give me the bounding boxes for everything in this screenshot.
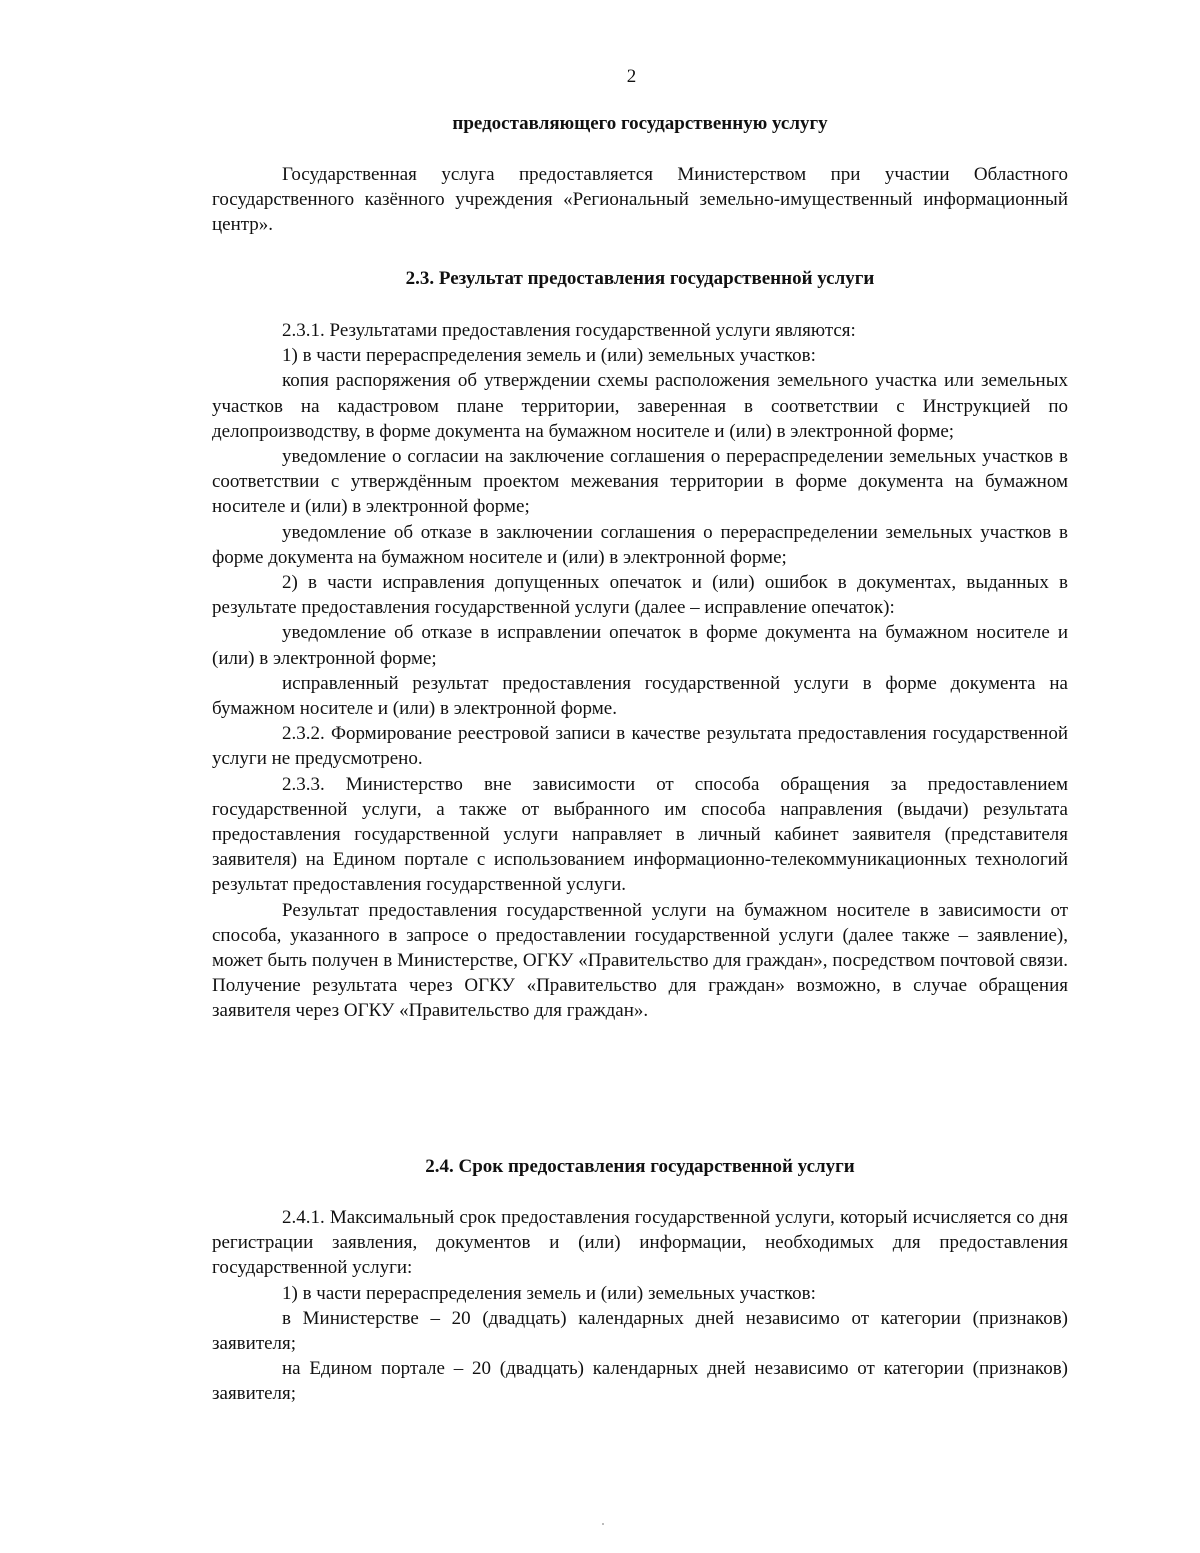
- paragraph-typo-refusal: уведомление об отказе в исправлении опечаток в форме документа на бумажном носителе и (или) в электронной форме;: [212, 622, 1068, 669]
- paragraph-corrected-result: исправленный результат предоставления государственной услуги в форме документа на бумажном носителе и (или) в электронной форме.: [212, 672, 1068, 720]
- paragraph-2-3-item-1: 1) в части перераспределения земель и (или) земельных участков:: [282, 345, 816, 367]
- paragraph-portal-term: на Едином портале – 20 (двадцать) календарных дней независимо от категории (признаков) заявителя;: [212, 1358, 1068, 1405]
- intro-block: [212, 162, 1068, 238]
- paragraph-result-refusal: уведомление об отказе в заключении соглашения о перераспределении земельных участков в форме документа на бумажном носителе и (или) в электронной форме;: [212, 521, 1068, 568]
- scan-speck: [602, 1523, 604, 1525]
- continued-heading: предоставляющего государственную услугу: [452, 113, 828, 134]
- paragraph-ministry-term: в Министерстве – 20 (двадцать) календарных дней независимо от категории (признаков) заявителя;: [212, 1307, 1068, 1355]
- paragraph-2-4-item-1: 1) в части перераспределения земель и (или) земельных участков:: [282, 1282, 816, 1304]
- paragraph-result-copy: копия распоряжения об утверждении схемы расположения земельного участка или земельных участков на кадастровом плане территории, заверенная в соответствии с Инструкцией по делопроизводству, в форме документа на бумажном носителе и (или) в электронной форме;: [212, 370, 1068, 442]
- paragraph-2-3-2: 2.3.2. Формирование реестровой записи в качестве результата предоставления государственной услуги не предусмотрено.: [212, 723, 1068, 770]
- intro-paragraph: Государственная услуга предоставляется Министерством при участии Областного государственного казённого учреждения «Региональный земельно-имущественный информационный центр».: [212, 164, 1068, 236]
- paragraph-2-3-3: 2.3.3. Министерство вне зависимости от способа обращения за предоставлением государственной услуги, а также от выбранного им способа направления (выдачи) результата предоставления государственной услуги направляет в личный кабинет заявителя (представителя заявителя) на Едином портале с использованием информационно-телекоммуникационных технологий результат предоставления государственной услуги.: [212, 773, 1068, 896]
- paragraph-paper-result: Результат предоставления государственной услуги на бумажном носителе в зависимости от способа, указанного в запросе о предоставлении государственной услуги (далее также – заявление), может быть получен в Министерстве, ОГКУ «Правительство для граждан», посредством почтовой связи. Получение результата через ОГКУ «Правительство для граждан» возможно, в случае обращения заявителя через ОГКУ «Правительство для граждан».: [212, 899, 1068, 1022]
- paragraph-2-4-1: 2.4.1. Максимальный срок предоставления государственной услуги, который исчисляется со дня регистрации заявления, документов и (или) информации, необходимых для предоставления государственной услуги:: [212, 1207, 1068, 1279]
- section-2-3-body: [212, 318, 1068, 1024]
- section-2-4-body: [212, 1205, 1068, 1407]
- paragraph-2-3-1: 2.3.1. Результатами предоставления государственной услуги являются:: [282, 320, 856, 341]
- paragraph-2-3-item-2: 2) в части исправления допущенных опечаток и (или) ошибок в документах, выданных в результате предоставления государственной услуги (далее – исправление опечаток):: [212, 572, 1068, 619]
- section-2-4-heading: 2.4. Срок предоставления государственной услуги: [425, 1156, 855, 1177]
- page-number: 2: [626, 66, 637, 87]
- paragraph-result-consent: уведомление о согласии на заключение соглашения о перераспределении земельных участков в соответствии с утверждённым проектом межевания территории в форме документа на бумажном носителе и (или) в электронной форме;: [212, 446, 1068, 518]
- section-2-3-heading: 2.3. Результат предоставления государственной услуги: [405, 268, 875, 289]
